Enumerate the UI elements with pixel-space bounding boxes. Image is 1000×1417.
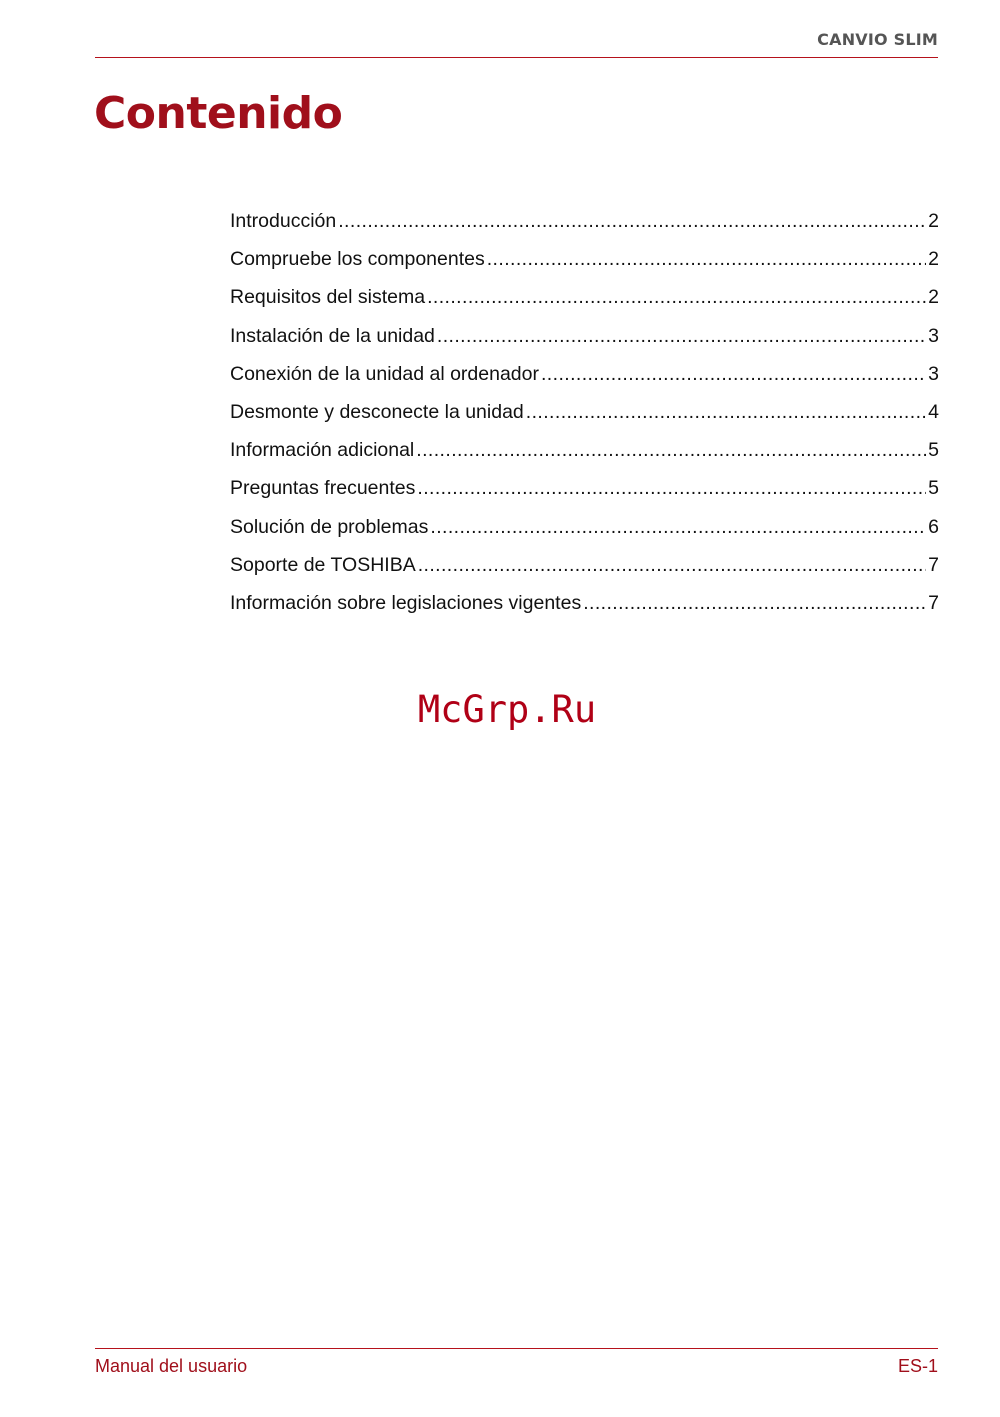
toc-entry-informacion-adicional[interactable]: [230, 439, 939, 477]
toc-entry-label: Introducción: [230, 210, 337, 232]
toc-entry-desmonte-desconecte[interactable]: [230, 401, 939, 439]
toc-entry-page: 3: [928, 362, 939, 385]
toc-entry-requisitos-sistema[interactable]: [230, 286, 939, 324]
toc-entry-page: 6: [928, 515, 939, 538]
toc-leader-dots: [427, 286, 926, 309]
toc-entry-page: 3: [928, 324, 939, 347]
toc-entry-label: Solución de problemas: [230, 515, 429, 538]
toc-entry-label: Conexión de la unidad al ordenador: [230, 362, 539, 385]
toc-entry-introduccion[interactable]: [230, 210, 939, 248]
toc-leader-dots: [583, 592, 926, 615]
toc-entry-page: 7: [928, 591, 939, 614]
toc-entry-conexion-unidad[interactable]: [230, 363, 939, 401]
page-title: Contenido: [94, 88, 343, 139]
toc-entry-compruebe-componentes[interactable]: [230, 248, 939, 286]
toc-leader-dots: [541, 363, 926, 386]
toc-entry-soporte-toshiba[interactable]: [230, 554, 939, 592]
toc-leader-dots: [416, 439, 926, 462]
toc-entry-page: 5: [928, 477, 939, 500]
toc-entry-label: Desmonte y desconecte la unidad: [230, 400, 524, 423]
toc-entry-page: 5: [928, 439, 939, 462]
toc-entry-solucion-problemas[interactable]: [230, 516, 939, 554]
toc-entry-label: Instalación de la unidad: [230, 324, 435, 347]
toc-entry-page: 2: [928, 248, 939, 271]
toc-entry-label: Información sobre legislaciones vigentes: [230, 591, 582, 614]
toc-leader-dots: [430, 516, 926, 539]
toc-entry-page: 2: [928, 210, 939, 232]
toc-leader-dots: [417, 477, 926, 500]
toc-leader-dots: [437, 325, 926, 348]
toc-entry-page: 4: [928, 400, 939, 423]
header-divider: [95, 57, 938, 58]
toc-entry-label: Soporte de TOSHIBA: [230, 553, 416, 576]
toc-leader-dots: [418, 554, 926, 577]
footer-manual-title: Manual del usuario: [95, 1356, 248, 1376]
toc-entry-label: Preguntas frecuentes: [230, 477, 416, 500]
toc-entry-label: Información adicional: [230, 439, 415, 462]
toc-leader-dots: [338, 210, 926, 233]
table-of-contents: [230, 210, 939, 630]
toc-entry-label: Requisitos del sistema: [230, 286, 426, 309]
toc-entry-page: 2: [928, 286, 939, 309]
toc-leader-dots: [526, 401, 926, 424]
footer-divider: [95, 1348, 938, 1349]
toc-entry-legislaciones-vigentes[interactable]: [230, 592, 939, 630]
toc-entry-label: Compruebe los componentes: [230, 248, 485, 271]
toc-entry-instalacion-unidad[interactable]: [230, 325, 939, 363]
header-product-name: CANVIO SLIM: [817, 30, 938, 49]
footer-page-number: ES-1: [897, 1356, 938, 1376]
toc-entry-page: 7: [928, 553, 939, 576]
toc-entry-preguntas-frecuentes[interactable]: [230, 477, 939, 515]
watermark-text: McGrp.Ru: [417, 688, 597, 731]
toc-leader-dots: [487, 248, 926, 271]
